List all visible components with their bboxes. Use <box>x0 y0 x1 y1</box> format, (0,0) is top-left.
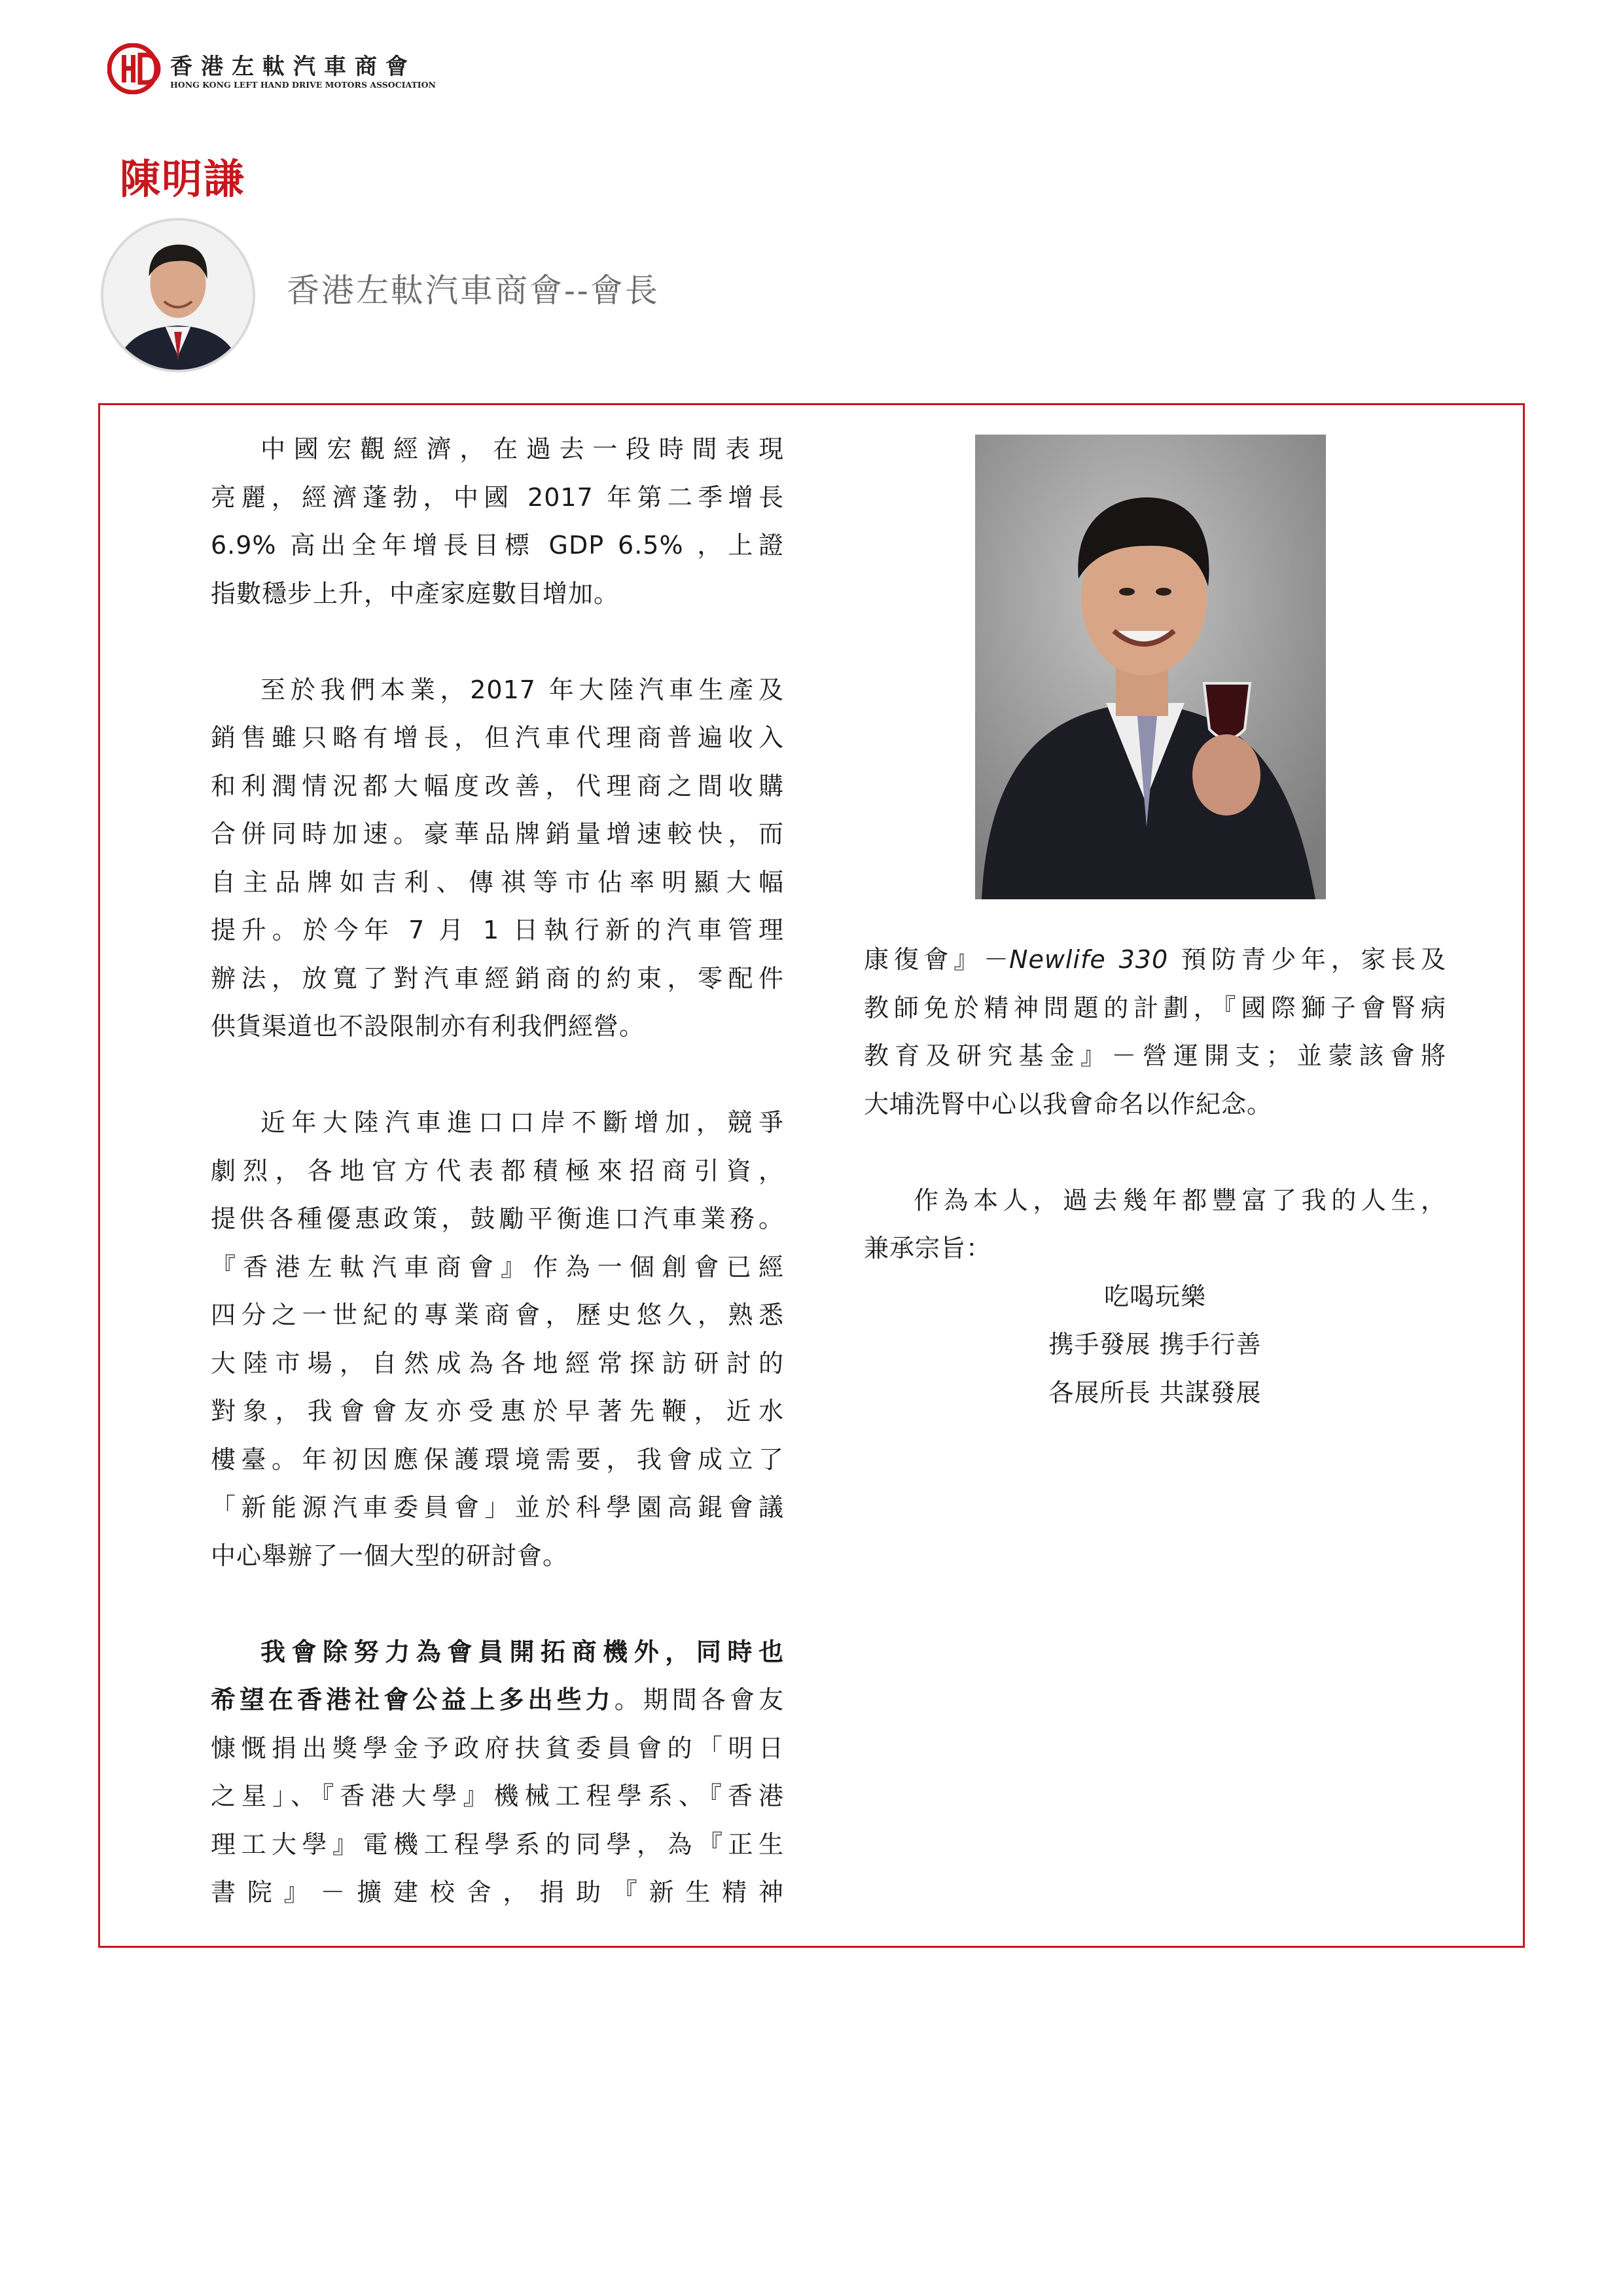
paragraph-line: 供貨渠道也不設限制亦有利我們經營。 <box>211 1012 645 1041</box>
paragraph-line: 合併同時加速。豪華品牌銷量增速較快，而 <box>211 819 784 848</box>
paragraph-line: 「新能源汽車委員會」並於科學園高錕會議 <box>211 1493 784 1522</box>
paragraph-line: 『香港左軚汽車商會』作為一個創會已經 <box>211 1252 784 1282</box>
avatar-portrait-image <box>103 221 253 370</box>
right-text-column <box>864 936 1446 1417</box>
paragraph-line: 大埔洗腎中心以我會命名以作紀念。 <box>864 1089 1273 1119</box>
paragraph-line: 理工大學』電機工程學系的同學，為『正生 <box>211 1829 784 1859</box>
paragraph-line: 辦法，放寬了對汽車經銷商的約束，零配件 <box>211 963 784 993</box>
paragraph-line: 大陸市場，自然成為各地經常探訪研討的 <box>211 1348 784 1378</box>
paragraph-line: 提供各種優惠政策，鼓勵平衡進口汽車業務。 <box>211 1204 784 1233</box>
motto-line: 吃喝玩樂 <box>1103 1282 1206 1311</box>
chd-logo-icon <box>107 43 164 94</box>
paragraph-line: 兼承宗旨： <box>864 1234 992 1263</box>
paragraph-line: 四分之一世紀的專業商會，歷史悠久，熟悉 <box>211 1300 784 1329</box>
paragraph-line: 中國宏觀經濟，在過去一段時間表現 <box>260 435 784 463</box>
paragraph-line: 自主品牌如吉利、傳祺等市佔率明顯大幅 <box>211 867 784 897</box>
association-logo <box>107 43 436 94</box>
paragraph-line: 教師免於精神問題的計劃，『國際獅子會腎病 <box>864 993 1446 1022</box>
paragraph-line: 近年大陸汽車進口口岸不斷增加，競爭 <box>260 1108 784 1137</box>
program-name: Newlife 330 <box>1009 945 1169 974</box>
paragraph-line: 亮麗，經濟蓬勃，中國 2017 年第二季增長 <box>211 482 784 512</box>
paragraph-line <box>864 936 1446 984</box>
paragraph-line: 提升。於今年 7 月 1 日執行新的汽車管理 <box>211 916 784 944</box>
paragraph-line: 6.9% 高出全年增長目標 GDP 6.5% ，上證 <box>211 531 784 560</box>
paragraph-line: 之星」、『香港大學』機械工程學系、『香港 <box>211 1782 784 1810</box>
paragraph-line: 劇烈，各地官方代表都積極來招商引資， <box>211 1156 784 1185</box>
left-text-column <box>211 425 784 1917</box>
logo-org-name-en: HONG KONG LEFT HAND DRIVE MOTORS ASSOCIATION <box>170 80 436 90</box>
bold-phrase: 希望在香港社會公益上多出些力 <box>211 1685 615 1714</box>
motto-line: 携手發展 携手行善 <box>1048 1330 1262 1359</box>
portrait-photo <box>975 435 1326 899</box>
line-continuation: 。期間各會友 <box>614 1685 784 1714</box>
paragraph-line: 指數穩步上升，中產家庭數目增加。 <box>211 579 620 608</box>
person-title: 香港左軚汽車商會--會長 <box>287 272 660 310</box>
logo-org-name-cn: 香港左軚汽車商會 <box>170 54 416 80</box>
paragraph-line <box>211 1676 784 1725</box>
motto-line: 各展所長 共謀發展 <box>1048 1378 1262 1407</box>
paragraph-line: 對象，我會會友亦受惠於早著先鞭，近水 <box>211 1397 784 1426</box>
paragraph-line: 和利潤情況都大幅度改善，代理商之間收購 <box>211 771 784 800</box>
paragraph-line: 樓臺。年初因應保護環境需要，我會成立了 <box>211 1444 784 1474</box>
paragraph-line: 至於我們本業，2017 年大陸汽車生產及 <box>260 675 784 704</box>
portrait-avatar <box>101 218 255 372</box>
toast-photo-image <box>975 435 1326 899</box>
paragraph-line: 慷慨捐出獎學金予政府扶貧委員會的「明日 <box>211 1733 784 1763</box>
paragraph-line: 書院』－擴建校舍，捐助『新生精神 <box>211 1878 784 1907</box>
line-start: 康復會』－ <box>864 945 1010 974</box>
person-name: 陳明謙 <box>120 155 246 203</box>
paragraph-line-bold: 我會除努力為會員開拓商機外，同時也 <box>260 1637 784 1666</box>
paragraph-line: 教育及研究基金』－營運開支；並蒙該會將 <box>864 1041 1446 1070</box>
line-rest: 預防青少年，家長及 <box>1168 945 1446 974</box>
paragraph-line: 作為本人，過去幾年都豐富了我的人生， <box>914 1185 1446 1215</box>
paragraph-line: 銷售雖只略有增長，但汽車代理商普遍收入 <box>211 723 784 752</box>
paragraph-line: 中心舉辦了一個大型的研討會。 <box>211 1541 569 1570</box>
